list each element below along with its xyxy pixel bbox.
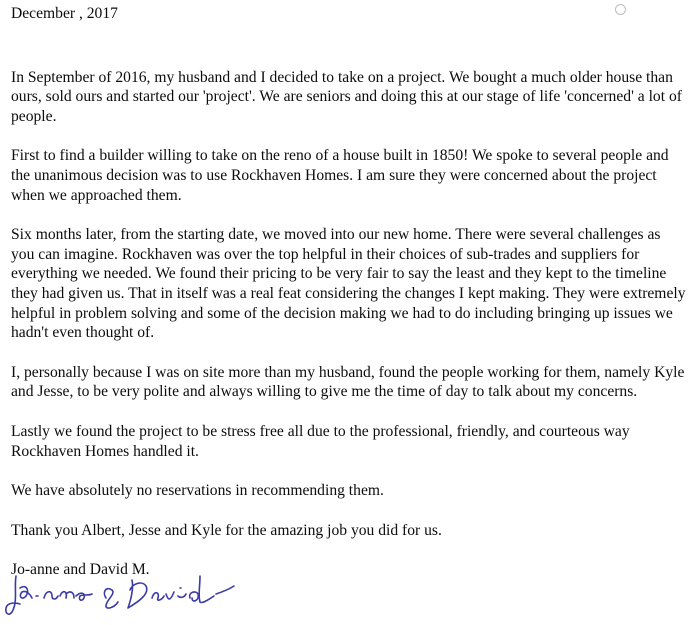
paragraph-3: Six months later, from the starting date, we moved into our new home. There were several challenges as you can imagine. Rockhaven was over the top helpful in their choices of sub-trades and suppliers for everything we needed. We found their pricing to be very fair to say the least and they kept to the timeline they had given us. That in itself was a real feat considering the changes I kept making. They were extremely helpful in problem solving and some of the decision making we had to do including bringing up issues we hadn't even thought of.: [11, 226, 686, 342]
paragraph-2: First to find a builder willing to take on the reno of a house built in 1850! We spoke to several people and the unanimous decision was to use Rockhaven Homes. I am sure they were concerned about the project when we approached them.: [11, 147, 669, 204]
paragraph-6: We have absolutely no reservations in recommending them.: [11, 482, 384, 500]
letter-date: December , 2017: [11, 5, 118, 22]
letter-body: [11, 4, 686, 580]
paragraph-5: Lastly we found the project to be stress free all due to the professional, friendly, and courteous way Rockhaven Homes handled it.: [11, 422, 630, 460]
signoff-names: Jo-anne and David M.: [11, 561, 150, 579]
handwritten-signature: [2, 568, 238, 620]
paragraph-1: In September of 2016, my husband and I decided to take on a project. We bought a much older house than ours, sold ours and started our 'project'. We are seniors and doing this at our stage of life 'concerned' a lot of people.: [11, 68, 682, 125]
paragraph-7: Thank you Albert, Jesse and Kyle for the amazing job you did for us.: [11, 521, 442, 539]
paragraph-4: I, personally because I was on site more than my husband, found the people working for them, namely Kyle and Jesse, to be very polite and always willing to give me the time of day to talk about my concerns.: [11, 363, 685, 401]
